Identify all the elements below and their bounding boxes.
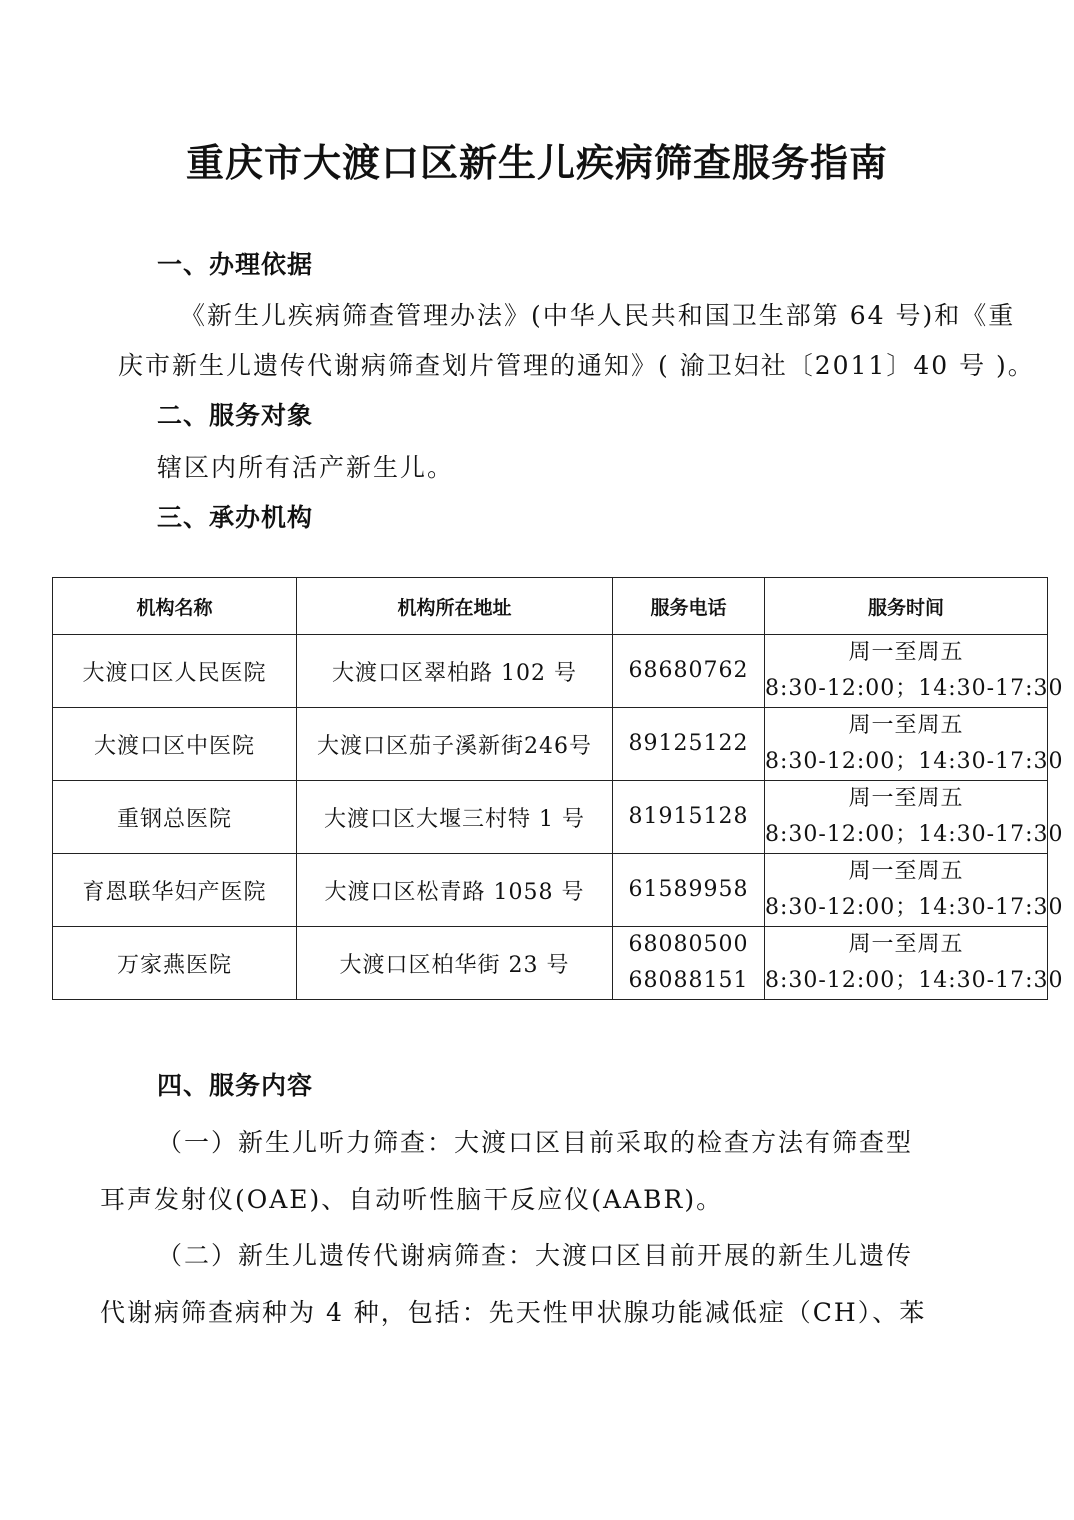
service-hours — [765, 635, 1064, 708]
institution-address: 大渡口区茄子溪新街246号 — [297, 708, 613, 781]
service-time: 8:30-12:00；14:30-17:30 — [765, 968, 1064, 993]
service-hours — [765, 927, 1064, 1000]
hearing-screening-line-1: （一）新生儿听力筛查：大渡口区目前采取的检查方法有筛查型 — [157, 1128, 914, 1157]
header-address: 机构所在地址 — [297, 578, 613, 635]
phone-number: 68080500 — [628, 932, 749, 957]
page-title: 重庆市大渡口区新生儿疾病筛查服务指南 — [185, 141, 888, 185]
metabolic-screening-line-1: （二）新生儿遗传代谢病筛查：大渡口区目前开展的新生儿遗传 — [157, 1241, 914, 1270]
service-hours — [765, 708, 1064, 781]
institution-name: 育恩联华妇产医院 — [53, 854, 297, 927]
table-row — [53, 781, 1048, 854]
service-days: 周一至周五 — [848, 859, 964, 884]
institution-name: 大渡口区人民医院 — [53, 635, 297, 708]
phone-number: 61589958 — [628, 877, 749, 902]
service-time: 8:30-12:00；14:30-17:30 — [765, 822, 1064, 847]
institution-phone — [613, 635, 765, 708]
service-days: 周一至周五 — [848, 932, 964, 957]
service-days: 周一至周五 — [848, 640, 964, 665]
phone-number-secondary: 68088151 — [628, 968, 749, 993]
table-row — [53, 635, 1048, 708]
header-hours: 服务时间 — [765, 578, 1048, 635]
section-heading-institutions: 三、承办机构 — [157, 503, 314, 532]
header-phone: 服务电话 — [613, 578, 765, 635]
table-row — [53, 854, 1048, 927]
institution-table — [52, 577, 1064, 1000]
service-hours — [765, 781, 1064, 854]
institution-address: 大渡口区翠柏路 102 号 — [297, 635, 613, 708]
institution-phone — [613, 854, 765, 927]
service-days: 周一至周五 — [848, 713, 964, 738]
institution-name: 重钢总医院 — [53, 781, 297, 854]
service-hours — [765, 854, 1064, 927]
phone-number: 89125122 — [628, 731, 749, 756]
institution-name: 大渡口区中医院 — [53, 708, 297, 781]
service-time: 8:30-12:00；14:30-17:30 — [765, 676, 1064, 701]
basis-text-line-2: 庆市新生儿遗传代谢病筛查划片管理的通知》( 渝卫妇社〔2011〕40 号 )。 — [118, 351, 1035, 380]
header-name: 机构名称 — [53, 578, 297, 635]
section-heading-basis: 一、办理依据 — [157, 250, 314, 279]
service-time: 8:30-12:00；14:30-17:30 — [765, 895, 1064, 920]
table-row — [53, 708, 1048, 781]
phone-number: 81915128 — [628, 804, 749, 829]
institution-phone — [613, 927, 765, 1000]
hearing-screening-line-2: 耳声发射仪(OAE)、自动听性脑干反应仪(AABR)。 — [100, 1185, 724, 1214]
institution-address: 大渡口区柏华街 23 号 — [297, 927, 613, 1000]
institution-address: 大渡口区大堰三村特 1 号 — [297, 781, 613, 854]
table-row — [53, 927, 1048, 1000]
institution-phone — [613, 708, 765, 781]
institution-name: 万家燕医院 — [53, 927, 297, 1000]
table-header-row — [53, 578, 1048, 635]
service-days: 周一至周五 — [848, 786, 964, 811]
phone-number: 68680762 — [628, 658, 749, 683]
institution-address: 大渡口区松青路 1058 号 — [297, 854, 613, 927]
section-heading-content: 四、服务内容 — [157, 1071, 314, 1100]
metabolic-screening-line-2: 代谢病筛查病种为 4 种，包括：先天性甲状腺功能减低症（CH）、苯 — [100, 1298, 927, 1327]
service-time: 8:30-12:00；14:30-17:30 — [765, 749, 1064, 774]
institution-phone — [613, 781, 765, 854]
basis-text-line-1: 《新生儿疾病筛查管理办法》(中华人民共和国卫生部第 64 号)和《重 — [180, 301, 1016, 330]
section-heading-target: 二、服务对象 — [157, 401, 314, 430]
target-text: 辖区内所有活产新生儿。 — [157, 453, 455, 482]
